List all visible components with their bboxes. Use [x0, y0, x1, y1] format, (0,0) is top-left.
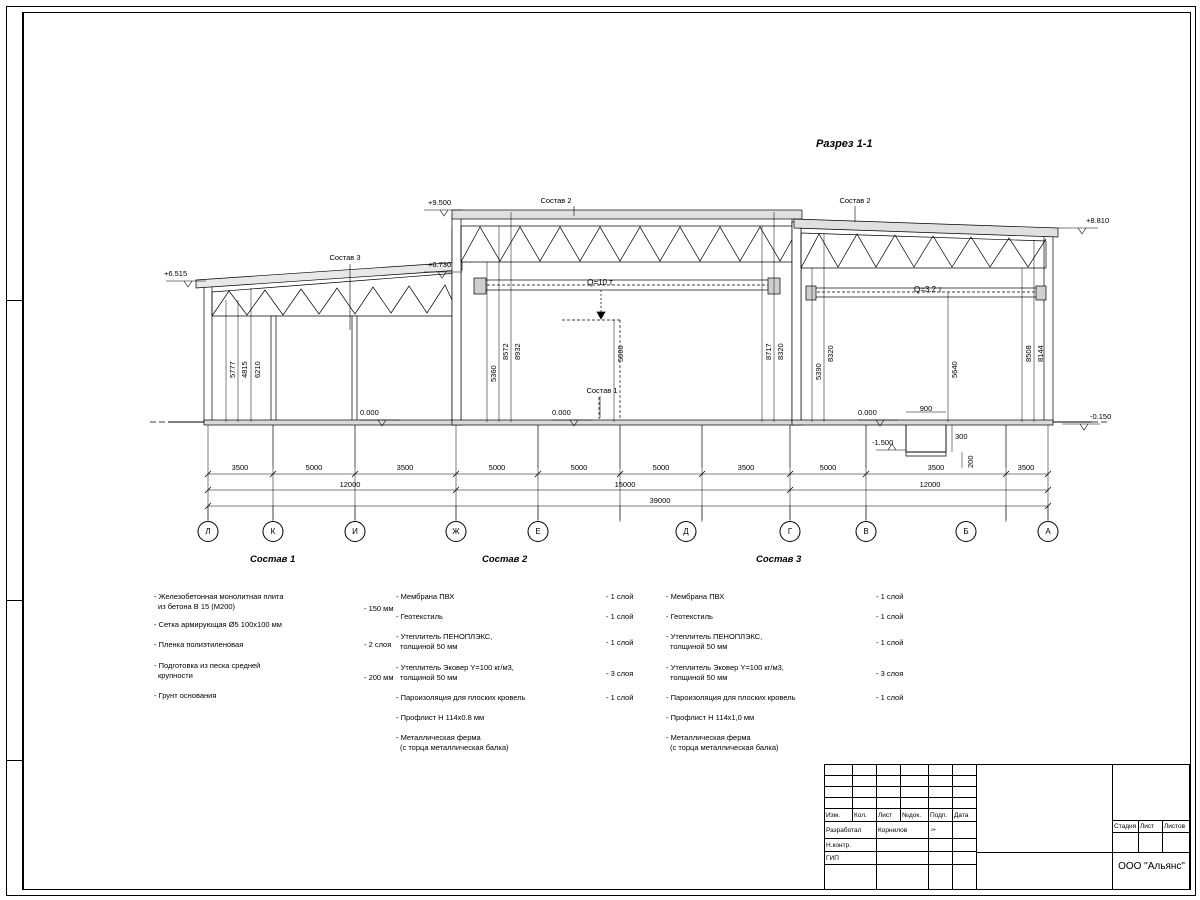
- dim-total: 39000: [649, 496, 671, 505]
- stamp-blank: [901, 787, 929, 798]
- spec-row: [666, 612, 904, 622]
- spec-row: [666, 733, 896, 753]
- dim-v-8320-b: 8320: [826, 345, 835, 362]
- level-label-0000-left: 0.000: [360, 408, 379, 417]
- callout-sostav-3: Состав 3: [329, 253, 361, 262]
- dim-row1-2: 3500: [396, 463, 414, 472]
- spec-row-text2: толщиной 50 мм: [400, 672, 458, 682]
- spec-row-text: - Геотекстиль: [666, 612, 713, 622]
- stamp-name-gip: [877, 852, 929, 865]
- stamp-header-izm: Изм.: [825, 809, 853, 822]
- spec-row-qty: - 150 мм: [364, 604, 394, 613]
- level-label-0000-mid: 0.000: [552, 408, 571, 417]
- spec-row-qty: - 2 слоя: [364, 640, 392, 650]
- spec-row-text: - Металлическая ферма: [666, 733, 751, 742]
- dim-row2-1: 15000: [614, 480, 636, 489]
- dim-row1-0: 3500: [231, 463, 249, 472]
- axis-marker-v: В: [856, 521, 877, 542]
- axis-marker-l: Л: [198, 521, 219, 542]
- stamp-blank: [877, 765, 901, 776]
- dim-v-4815: 4815: [240, 361, 249, 378]
- spec-row-qty: - 200 мм: [364, 672, 394, 682]
- spec-row: [396, 692, 634, 703]
- spec-row: [154, 620, 384, 630]
- stamp-value-sheets: [1163, 833, 1189, 853]
- stamp-blank: [825, 765, 853, 776]
- spec-row-qty: - 1 слой: [606, 638, 634, 648]
- stamp-blank: [853, 765, 877, 776]
- spec-row-text: - Подготовка из песка средней: [154, 660, 261, 670]
- dim-v-5360: 5360: [489, 365, 498, 382]
- spec-row: [666, 592, 904, 602]
- stamp-drawing-name: [977, 765, 1113, 853]
- stamp-date-gip: [953, 852, 977, 865]
- stamp-value-sheet: [1139, 833, 1163, 853]
- spec-row: [396, 632, 634, 652]
- stamp-header-ndok: №док.: [901, 809, 929, 822]
- axis-marker-b: Б: [956, 521, 977, 542]
- stamp-blank: [953, 787, 977, 798]
- spec-row-text: - Мембрана ПВХ: [666, 592, 725, 601]
- drawing-title: Разрез 1-1: [816, 138, 873, 150]
- title-block: [824, 764, 1190, 890]
- stamp-blank: [825, 776, 853, 787]
- level-label-6515: +6.515: [164, 269, 188, 278]
- level-label-m0150: -0.150: [1090, 412, 1112, 421]
- dim-v-8717-a: 8717: [764, 343, 773, 360]
- spec-row: [396, 592, 634, 602]
- dim-row1-8: 3500: [927, 463, 945, 472]
- stamp-header-stage: Стадия: [1113, 821, 1139, 833]
- stamp-sign-gip: [929, 852, 953, 865]
- stamp-role-gip: ГИП: [825, 852, 877, 865]
- spec-row-text2: (с торца металлическая балка): [400, 743, 509, 753]
- stamp-blank: [901, 765, 929, 776]
- stamp-header-data: Дата: [953, 809, 977, 822]
- level-label-0000-right: 0.000: [858, 408, 877, 417]
- stamp-date-nkontr: [953, 839, 977, 852]
- spec-row-qty: - 1 слой: [876, 638, 904, 648]
- spec-row-text: - Утеплитель Эковер Y=100 кг/м3,: [396, 662, 514, 672]
- stamp-sign-nkontr: [929, 839, 953, 852]
- dim-f-300: 300: [955, 432, 968, 441]
- spec-row-text2: толщиной 50 мм: [670, 642, 728, 652]
- dim-f-200: 200: [966, 455, 975, 468]
- stamp-blank: [929, 865, 953, 889]
- stamp-blank: [825, 865, 877, 889]
- spec-row: [154, 640, 392, 650]
- axis-marker-g: Г: [780, 521, 801, 542]
- dim-v-8508: 8508: [1024, 345, 1033, 362]
- stamp-role-nkontr: Н.контр.: [825, 839, 877, 852]
- axis-marker-e: Е: [528, 521, 549, 542]
- dim-row1-9: 3500: [1017, 463, 1035, 472]
- spec-row: [666, 632, 904, 652]
- crane-load-32t: Q=3.2 т: [914, 285, 942, 294]
- spec-row: [396, 612, 634, 622]
- spec-row-qty: - 3 слоя: [606, 668, 634, 678]
- stamp-blank: [953, 776, 977, 787]
- axis-marker-d: Д: [676, 521, 697, 542]
- spec-row-text: - Профлист Н 114х0.8 мм: [396, 712, 485, 722]
- spec-row: [396, 662, 634, 683]
- stamp-blank: [853, 798, 877, 809]
- spec-row-text: - Металлическая ферма: [396, 733, 481, 742]
- stamp-top-right-blank: [1113, 765, 1189, 821]
- dim-row1-4: 5000: [570, 463, 588, 472]
- crane-load-10t: Q=10 т: [587, 278, 613, 287]
- axis-marker-i: И: [345, 521, 366, 542]
- spec-row-text: - Пароизоляция для плоских кровель: [666, 692, 796, 702]
- spec-row-qty: - 1 слой: [606, 692, 634, 702]
- axis-marker-k: К: [263, 521, 284, 542]
- spec-row-text: - Сетка армирующая Ø5 100x100 мм: [154, 620, 282, 630]
- spec-row-text2: (с торца металлическая балка): [670, 743, 779, 753]
- stamp-signature-razrabotal: ✑: [929, 822, 953, 839]
- spec-row-text: - Мембрана ПВХ: [396, 592, 455, 601]
- dim-v-6210: 6210: [253, 361, 262, 378]
- stamp-blank: [929, 765, 953, 776]
- spec-row: [396, 713, 626, 723]
- spec-row-qty: - 1 слой: [606, 592, 634, 601]
- dim-row1-7: 5000: [819, 463, 837, 472]
- stamp-header-kol: Кол.: [853, 809, 877, 822]
- stamp-blank: [877, 787, 901, 798]
- stamp-blank: [877, 865, 929, 889]
- spec-row: [154, 592, 394, 613]
- spec-row-qty: - 1 слой: [876, 592, 904, 601]
- spec-row-text2: крупности: [158, 670, 193, 680]
- spec-row-text: - Утеплитель ПЕНОПЛЭКС,: [666, 632, 763, 642]
- stamp-blank: [853, 776, 877, 787]
- callout-sostav-2-right: Состав 2: [839, 196, 871, 205]
- stamp-role-razrabotal: Разработал: [825, 822, 877, 839]
- spec-row: [154, 660, 394, 682]
- level-label-m1500: -1.500: [872, 438, 894, 447]
- spec-row-text: - Утеплитель Эковер Y=100 кг/м3,: [666, 662, 784, 672]
- stamp-blank: [929, 798, 953, 809]
- dim-row1-1: 5000: [305, 463, 323, 472]
- spec-row: [154, 691, 384, 701]
- stamp-blank: [853, 787, 877, 798]
- dim-v-5000: 5000: [616, 345, 625, 362]
- spec-list-2: [396, 592, 634, 761]
- dim-v-8320-a: 8320: [776, 343, 785, 360]
- dim-v-5640: 5640: [950, 361, 959, 378]
- stamp-blank: [929, 787, 953, 798]
- stamp-header-list: Лист: [877, 809, 901, 822]
- dim-v-5390: 5390: [814, 363, 823, 380]
- spec-title-1: Состав 1: [250, 554, 296, 565]
- axis-marker-a: А: [1038, 521, 1059, 542]
- dim-v-8572: 8572: [501, 343, 510, 360]
- callout-sostav-1: Состав 1: [586, 386, 618, 395]
- spec-row-qty: - 1 слой: [876, 612, 904, 622]
- dim-row2-2: 12000: [919, 480, 941, 489]
- axis-marker-zh: Ж: [446, 521, 467, 542]
- spec-row-text2: толщиной 50 мм: [670, 672, 728, 682]
- spec-row-text: - Профлист Н 114х1,0 мм: [666, 712, 755, 722]
- stamp-blank: [901, 798, 929, 809]
- dim-v-8144: 8144: [1036, 345, 1045, 362]
- spec-row-text: - Утеплитель ПЕНОПЛЭКС,: [396, 632, 493, 642]
- spec-row-text: - Грунт основания: [154, 690, 217, 700]
- stamp-blank: [901, 776, 929, 787]
- spec-title-3: Состав 3: [756, 554, 802, 565]
- stamp-blank: [953, 765, 977, 776]
- spec-row-qty: - 1 слой: [606, 612, 634, 622]
- spec-row-text2: из бетона В 15 (М200): [158, 602, 236, 612]
- spec-row-text: - Геотекстиль: [396, 612, 443, 622]
- stamp-blank: [953, 865, 977, 889]
- spec-row-text: - Железобетонная монолитная плита: [154, 592, 284, 601]
- stamp-blank: [825, 787, 853, 798]
- stamp-company: ООО "Альянс": [1118, 861, 1185, 872]
- spec-row-qty: - 1 слой: [876, 692, 904, 702]
- dim-row1-5: 5000: [652, 463, 670, 472]
- spec-row: [666, 692, 904, 703]
- spec-list-3: [666, 592, 904, 761]
- stamp-blank: [877, 776, 901, 787]
- stamp-drawing-name-sub: [977, 853, 1113, 889]
- stamp-name-nkontr: [877, 839, 929, 852]
- spec-row: [666, 713, 896, 723]
- spec-row: [396, 733, 626, 753]
- stamp-value-stage: [1113, 833, 1139, 853]
- level-label-8810: +8.810: [1086, 216, 1110, 225]
- stamp-header-podp: Подп.: [929, 809, 953, 822]
- stamp-header-sheets: Листов: [1163, 821, 1189, 833]
- dim-v-5777: 5777: [228, 361, 237, 378]
- dim-row2-0: 12000: [339, 480, 361, 489]
- dim-v-8932: 8932: [513, 343, 522, 360]
- stamp-blank: [953, 798, 977, 809]
- stamp-blank: [877, 798, 901, 809]
- spec-row-text: - Пароизоляция для плоских кровель: [396, 692, 526, 702]
- callout-sostav-2-left: Состав 2: [540, 196, 572, 205]
- level-label-6730: +6.730: [428, 260, 452, 269]
- dim-row1-3: 5000: [488, 463, 506, 472]
- stamp-name-razrabotal: Корнилов: [877, 822, 929, 839]
- spec-row-qty: - 3 слоя: [876, 668, 904, 678]
- spec-title-2: Состав 2: [482, 554, 528, 565]
- dim-f-900: 900: [919, 404, 933, 413]
- stamp-blank: [825, 798, 853, 809]
- spec-row-text: - Пленка полиэтиленовая: [154, 640, 244, 650]
- spec-list-1: [154, 592, 394, 709]
- level-label-9500: +9.500: [428, 198, 452, 207]
- spec-row-text2: толщиной 50 мм: [400, 642, 458, 652]
- spec-row: [666, 662, 904, 683]
- dim-row1-6: 3500: [737, 463, 755, 472]
- stamp-blank: [929, 776, 953, 787]
- stamp-header-sheet: Лист: [1139, 821, 1163, 833]
- stamp-date-razrabotal: [953, 822, 977, 839]
